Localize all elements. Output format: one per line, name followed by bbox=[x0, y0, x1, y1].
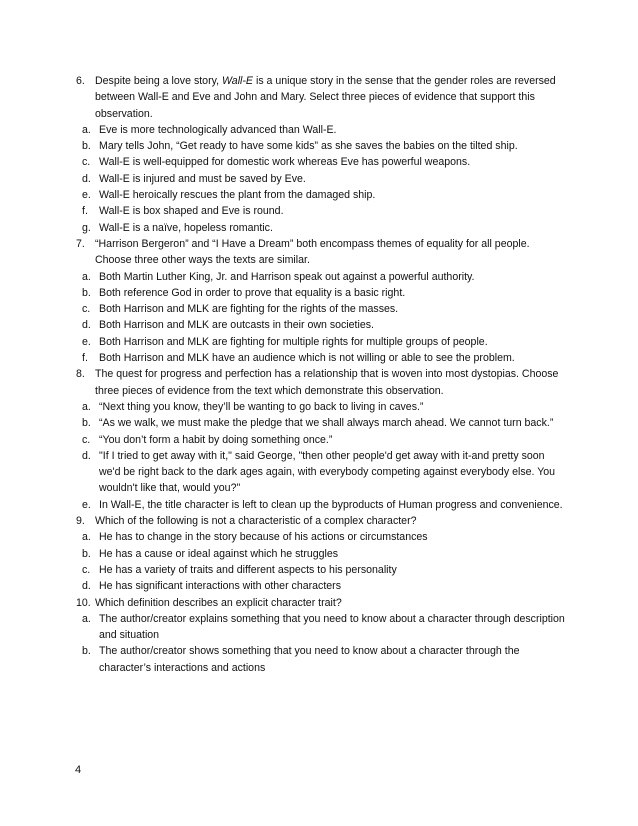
option-letter: d. bbox=[82, 319, 91, 332]
question-text bbox=[95, 73, 566, 122]
option bbox=[76, 546, 566, 562]
option-text: “Next thing you know, they’ll be wanting to go back to living in caves.” bbox=[99, 400, 424, 413]
option bbox=[76, 497, 566, 513]
option-text: The author/creator shows something that you need to know about a character through the character’s interactions and actions bbox=[99, 645, 520, 674]
option-letter: e. bbox=[82, 189, 91, 202]
option-letter: c. bbox=[82, 156, 91, 169]
question-text: Which definition describes an explicit character trait? bbox=[95, 596, 342, 609]
option-text: The author/creator explains something that you need to know about a character through description and situation bbox=[99, 612, 565, 642]
option bbox=[76, 122, 566, 138]
option-text: He has to change in the story because of his actions or circumstances bbox=[99, 531, 428, 544]
option bbox=[76, 269, 566, 285]
option bbox=[76, 611, 566, 644]
option-letter: d. bbox=[82, 449, 91, 462]
option-letter: d. bbox=[82, 172, 91, 185]
option-letter: a. bbox=[82, 612, 91, 625]
option-text: Both Harrison and MLK are outcasts in their own societies. bbox=[99, 319, 374, 332]
option-letter: a. bbox=[82, 400, 91, 413]
option bbox=[76, 154, 566, 170]
option bbox=[76, 138, 566, 154]
option bbox=[76, 187, 566, 203]
option-text: In Wall-E, the title character is left to clean up the byproducts of Human progress and convenience. bbox=[99, 498, 563, 511]
option-letter: b. bbox=[82, 645, 91, 658]
option-text: Both Martin Luther King, Jr. and Harrison speak out against a powerful authority. bbox=[99, 270, 475, 283]
option-text: Both reference God in order to prove that equality is a basic right. bbox=[99, 286, 406, 299]
option-letter: a. bbox=[82, 123, 91, 136]
option bbox=[76, 432, 566, 448]
option-letter: c. bbox=[82, 433, 91, 446]
option-letter: c. bbox=[82, 563, 91, 576]
question-list bbox=[76, 73, 566, 676]
option bbox=[76, 334, 566, 350]
question-10 bbox=[76, 595, 566, 611]
option bbox=[76, 317, 566, 333]
question-text: Which of the following is not a characteristic of a complex character? bbox=[95, 515, 417, 528]
option-text: Wall-E is a naïve, hopeless romantic. bbox=[99, 221, 273, 234]
option-letter: f. bbox=[82, 352, 88, 365]
option-text: Mary tells John, “Get ready to have some kids” as she saves the babies on the tilted ship. bbox=[99, 140, 518, 153]
film-title: Wall-E bbox=[222, 75, 254, 87]
option-letter: e. bbox=[82, 335, 91, 348]
option-text: Wall-E is box shaped and Eve is round. bbox=[99, 205, 284, 218]
option bbox=[76, 285, 566, 301]
option bbox=[76, 643, 566, 676]
option-letter: a. bbox=[82, 270, 91, 283]
option-text: He has significant interactions with other characters bbox=[99, 580, 342, 593]
option-text: Wall-E is well-equipped for domestic work whereas Eve has powerful weapons. bbox=[99, 156, 471, 169]
option-text: He has a cause or ideal against which he struggles bbox=[99, 547, 339, 560]
option-letter: b. bbox=[82, 547, 91, 560]
question-9 bbox=[76, 513, 566, 529]
question-8 bbox=[76, 366, 566, 399]
option-text: Both Harrison and MLK are fighting for multiple rights for multiple groups of people. bbox=[99, 335, 488, 348]
option bbox=[76, 448, 566, 497]
question-number: 6. bbox=[76, 75, 85, 87]
option bbox=[76, 529, 566, 545]
option bbox=[76, 203, 566, 219]
option-letter: c. bbox=[82, 303, 91, 316]
question-6 bbox=[76, 73, 566, 122]
question-text-part: is a unique story in the sense that the gender roles are reversed between Wall-E and Eve and John and Mary. Select three pieces of evidence that support this observation. bbox=[95, 75, 556, 120]
option bbox=[76, 171, 566, 187]
option-letter: b. bbox=[82, 140, 91, 153]
option bbox=[76, 415, 566, 431]
option-text: "If I tried to get away with it," said George, "then other people'd get away with it-and pretty soon we'd be right back to the dark ages again, with everybody competing against everybody else. You wouldn't like that, would you?" bbox=[99, 449, 556, 495]
question-text-part: Despite being a love story, bbox=[95, 75, 222, 87]
option-letter: b. bbox=[82, 286, 91, 299]
option-letter: g. bbox=[82, 221, 91, 234]
option-text: Wall-E heroically rescues the plant from the damaged ship. bbox=[99, 189, 376, 202]
option bbox=[76, 578, 566, 594]
question-number: 9. bbox=[76, 515, 85, 528]
question-number: 8. bbox=[76, 368, 85, 381]
option-letter: b. bbox=[82, 417, 91, 430]
option bbox=[76, 562, 566, 578]
option-text: “You don’t form a habit by doing something once.” bbox=[99, 433, 333, 446]
option-letter: e. bbox=[82, 498, 91, 511]
option-letter: f. bbox=[82, 205, 88, 218]
option bbox=[76, 220, 566, 236]
option-text: Both Harrison and MLK are fighting for the rights of the masses. bbox=[99, 303, 399, 316]
option-text: “As we walk, we must make the pledge that we shall always march ahead. We cannot turn back.” bbox=[99, 417, 554, 430]
page-number: 4 bbox=[75, 764, 82, 776]
option bbox=[76, 301, 566, 317]
option-letter: d. bbox=[82, 580, 91, 593]
option-text: He has a variety of traits and different aspects to his personality bbox=[99, 563, 397, 576]
option bbox=[76, 399, 566, 415]
question-text: The quest for progress and perfection has a relationship that is woven into most dystopias. Choose three pieces of evidence from the text which demonstrate this observation. bbox=[95, 368, 559, 397]
option-letter: a. bbox=[82, 531, 91, 544]
question-number: 7. bbox=[76, 237, 85, 250]
question-7 bbox=[76, 236, 566, 269]
option-text: Both Harrison and MLK have an audience which is not willing or able to see the problem. bbox=[99, 352, 515, 365]
question-text: “Harrison Bergeron” and “I Have a Dream” both encompass themes of equality for all people. Choose three other ways the texts are similar. bbox=[95, 237, 530, 267]
option-text: Wall-E is injured and must be saved by Eve. bbox=[99, 172, 306, 185]
option-text: Eve is more technologically advanced than Wall-E. bbox=[99, 123, 337, 136]
question-number: 10. bbox=[76, 596, 91, 609]
option bbox=[76, 350, 566, 366]
